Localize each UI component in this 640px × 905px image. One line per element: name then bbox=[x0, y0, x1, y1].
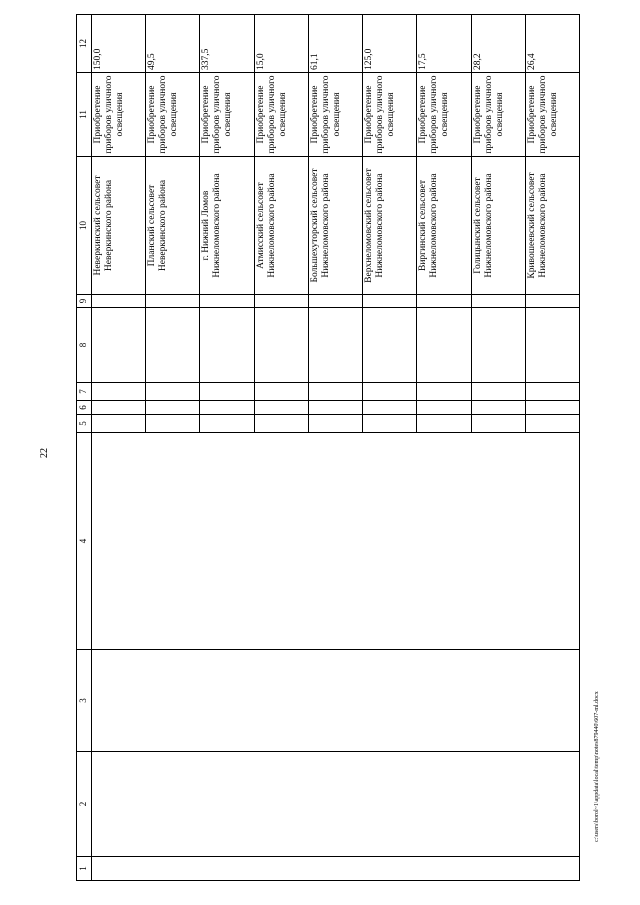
table-cell bbox=[308, 383, 362, 401]
purpose-cell: Приобретение приборов уличного освещения bbox=[200, 73, 254, 157]
table-cell bbox=[254, 295, 308, 308]
rotated-table-container bbox=[76, 15, 580, 881]
amount-cell: 17,5 bbox=[417, 15, 471, 73]
header-cell: 7 bbox=[77, 383, 92, 401]
purpose-cell: Приобретение приборов уличного освещения bbox=[308, 73, 362, 157]
table-cell bbox=[308, 308, 362, 383]
table-cell bbox=[146, 295, 200, 308]
table-cell bbox=[308, 415, 362, 433]
table-cell bbox=[92, 295, 146, 308]
table-cell bbox=[417, 295, 471, 308]
municipality-cell: Атмисский сельсовет Нижнеломовского района bbox=[254, 157, 308, 295]
table-cell bbox=[471, 295, 525, 308]
amount-cell: 15,0 bbox=[254, 15, 308, 73]
header-cell: 9 bbox=[77, 295, 92, 308]
table-cell bbox=[417, 383, 471, 401]
municipality-cell: Голицынский сельсовет Нижнеломовского района bbox=[471, 157, 525, 295]
municipality-cell: Большехуторский сельсовет Нижнеломовского района bbox=[308, 157, 362, 295]
amount-cell: 26,4 bbox=[525, 15, 579, 73]
municipality-cell: Виргинский сельсовет Нижнеломовского района bbox=[417, 157, 471, 295]
table-cell bbox=[417, 401, 471, 415]
table-cell bbox=[92, 383, 146, 401]
header-cell: 10 bbox=[77, 157, 92, 295]
table-cell bbox=[363, 383, 417, 401]
table-cell bbox=[471, 308, 525, 383]
table-cell bbox=[525, 401, 579, 415]
header-cell: 12 bbox=[77, 15, 92, 73]
header-cell: 4 bbox=[77, 433, 92, 650]
table-cell bbox=[92, 433, 580, 650]
table-cell bbox=[308, 295, 362, 308]
table-cell bbox=[471, 415, 525, 433]
table-cell bbox=[92, 401, 146, 415]
table-cell bbox=[525, 415, 579, 433]
table-cell bbox=[308, 401, 362, 415]
footer-file-path: c:\users\borol~1\appdata\local\temp\notes879440\607-ml.docx bbox=[594, 691, 600, 842]
table-cell bbox=[200, 383, 254, 401]
table-cell bbox=[146, 401, 200, 415]
page-number: 22 bbox=[39, 448, 50, 458]
header-cell: 2 bbox=[77, 752, 92, 857]
table-cell bbox=[363, 401, 417, 415]
header-row bbox=[77, 15, 92, 881]
table-cell bbox=[92, 650, 580, 752]
table-cell bbox=[363, 415, 417, 433]
table-cell bbox=[254, 401, 308, 415]
data-table bbox=[76, 14, 580, 881]
table-cell bbox=[525, 308, 579, 383]
municipality-cell: Неверкинский сельсовет Неверкинского района bbox=[92, 157, 146, 295]
amount-cell: 337,5 bbox=[200, 15, 254, 73]
amount-cell: 61,1 bbox=[308, 15, 362, 73]
amount-cell: 125,0 bbox=[363, 15, 417, 73]
purpose-cell: Приобретение приборов уличного освещения bbox=[525, 73, 579, 157]
table-cell bbox=[146, 383, 200, 401]
table-cell bbox=[254, 308, 308, 383]
municipality-cell: Кривошеевский сельсовет Нижнеломовского района bbox=[525, 157, 579, 295]
table-cell bbox=[200, 308, 254, 383]
table-cell bbox=[471, 383, 525, 401]
purpose-cell: Приобретение приборов уличного освещения bbox=[146, 73, 200, 157]
table-cell bbox=[254, 383, 308, 401]
table-cell bbox=[146, 308, 200, 383]
municipality-cell: Верхнеломовский сельсовет Нижнеломовского района bbox=[363, 157, 417, 295]
purpose-cell: Приобретение приборов уличного освещения bbox=[471, 73, 525, 157]
table-cell bbox=[525, 383, 579, 401]
table-cell bbox=[417, 415, 471, 433]
table-cell bbox=[363, 308, 417, 383]
municipality-cell: г. Нижний Ломов Нижнеломовского района bbox=[200, 157, 254, 295]
table-cell bbox=[92, 752, 580, 857]
table-cell bbox=[254, 415, 308, 433]
purpose-cell: Приобретение приборов уличного освещения bbox=[92, 73, 146, 157]
purpose-cell: Приобретение приборов уличного освещения bbox=[363, 73, 417, 157]
header-cell: 8 bbox=[77, 308, 92, 383]
table-cell bbox=[200, 401, 254, 415]
purpose-cell: Приобретение приборов уличного освещения bbox=[254, 73, 308, 157]
header-cell: 1 bbox=[77, 857, 92, 881]
table-cell bbox=[146, 415, 200, 433]
body-row bbox=[92, 15, 146, 881]
amount-cell: 49,5 bbox=[146, 15, 200, 73]
purpose-cell: Приобретение приборов уличного освещения bbox=[417, 73, 471, 157]
table-cell bbox=[417, 308, 471, 383]
table-cell bbox=[525, 295, 579, 308]
table-cell bbox=[200, 415, 254, 433]
table-cell bbox=[471, 401, 525, 415]
amount-cell: 28,2 bbox=[471, 15, 525, 73]
table-cell bbox=[92, 857, 580, 881]
header-cell: 6 bbox=[77, 401, 92, 415]
header-cell: 5 bbox=[77, 415, 92, 433]
header-cell: 11 bbox=[77, 73, 92, 157]
header-cell: 3 bbox=[77, 650, 92, 752]
table-cell bbox=[200, 295, 254, 308]
municipality-cell: Планский сельсовет Неверкинского района bbox=[146, 157, 200, 295]
table-cell bbox=[92, 415, 146, 433]
amount-cell: 150,0 bbox=[92, 15, 146, 73]
table-cell bbox=[92, 308, 146, 383]
table-cell bbox=[363, 295, 417, 308]
